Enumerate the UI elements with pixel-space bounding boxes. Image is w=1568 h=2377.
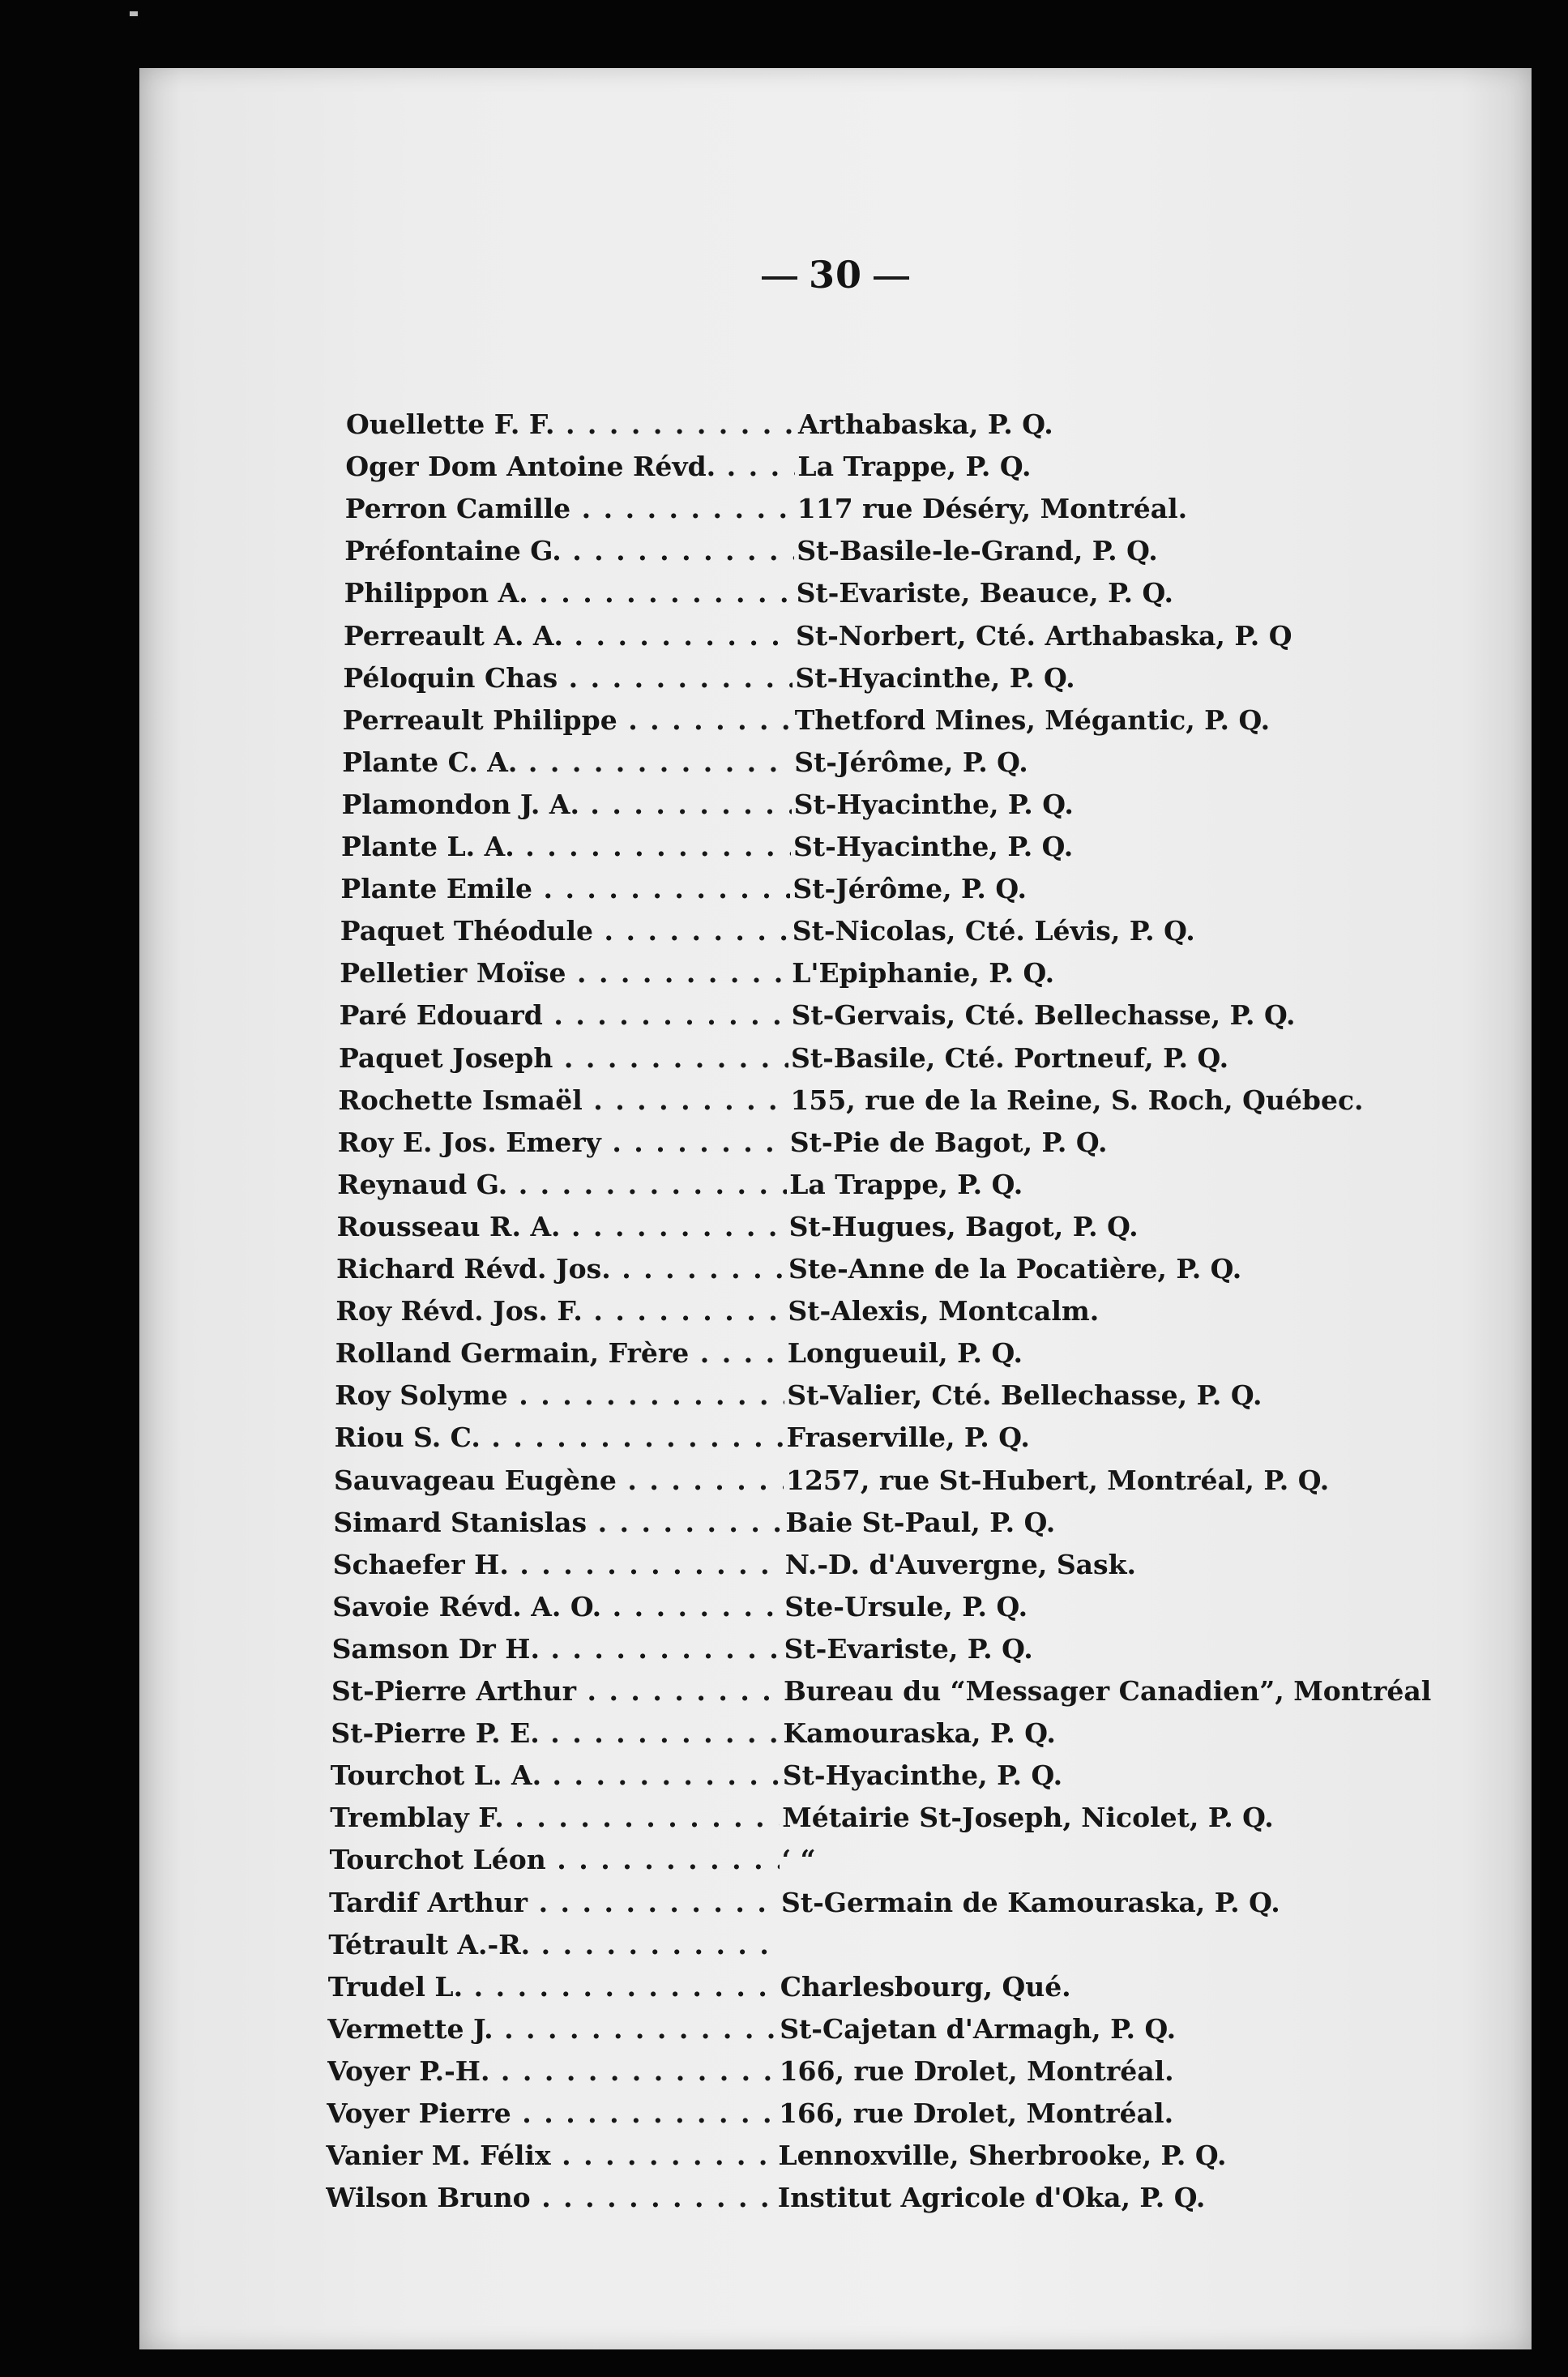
entry-place: St-Evariste, Beauce, P. Q.: [796, 577, 1174, 609]
entry-name: Riou S. C. . . .: [335, 1417, 784, 1458]
entry-name: Tourchot Léon . . .: [330, 1840, 780, 1880]
directory-entry: [343, 700, 1568, 741]
entry-name: Roy Solyme . . .: [335, 1375, 784, 1416]
directory-entry: [340, 869, 1568, 909]
entry-name: Paré Edouard . . .: [340, 995, 789, 1036]
entry-name: Richard Révd. Jos. . . .: [336, 1249, 786, 1289]
entry-place: 155, rue de la Reine, S. Roch, Québec.: [790, 1084, 1364, 1116]
directory-entry: [346, 404, 1568, 445]
directory-entry: [327, 2051, 1568, 2092]
entry-name: Paquet Théodule . . .: [340, 911, 790, 951]
entry-name: Voyer Pierre . . .: [327, 2093, 776, 2134]
entry-name: Tétrault A.-R. . . .: [328, 1925, 778, 1965]
entry-place: Longueuil, P. Q.: [787, 1337, 1023, 1370]
directory-entry: [331, 1713, 1568, 1754]
entry-name: Roy E. Jos. Emery . . .: [338, 1122, 788, 1163]
entry-name: Plante L. A. . . .: [341, 827, 791, 867]
directory-entry: [331, 1755, 1568, 1796]
entry-place: 166, rue Drolet, Montréal.: [779, 2054, 1174, 2087]
entry-name: Reynaud G. . . .: [337, 1165, 787, 1205]
entry-name: Plante C. A. . . .: [342, 742, 792, 783]
directory-entry: [333, 1545, 1568, 1585]
entry-place: St-Basile-le-Grand, P. Q.: [797, 535, 1158, 567]
directory-entry: [342, 784, 1568, 825]
directory-entry: [339, 1038, 1568, 1079]
directory-entry: [333, 1503, 1568, 1543]
directory-entry: [331, 1671, 1568, 1712]
directory-entry: [335, 1333, 1568, 1374]
entry-name: Paquet Joseph . . .: [339, 1038, 788, 1079]
entry-place: St-Gervais, Cté. Bellechasse, P. Q.: [791, 999, 1296, 1032]
entry-place: Ste-Ursule, P. Q.: [784, 1590, 1028, 1622]
directory-entry: [337, 1165, 1568, 1205]
directory-entry: [340, 953, 1568, 994]
entry-name: Plamondon J. A. . . .: [342, 784, 792, 825]
entry-name: Rolland Germain, Frère . . .: [335, 1333, 785, 1374]
entry-name: Samson Dr H. . . .: [332, 1629, 782, 1669]
directory-entry: [326, 2178, 1568, 2218]
entry-place: Arthabaska, P. Q.: [798, 408, 1053, 440]
entry-name: St-Pierre Arthur . . .: [331, 1671, 781, 1712]
entry-place: Bureau du “Messager Canadien”, Montréal: [784, 1675, 1432, 1707]
entry-name: Voyer P.-H. . . .: [327, 2051, 777, 2092]
entry-place: N.-D. d'Auvergne, Sask.: [784, 1548, 1136, 1580]
entry-place: La Trappe, P. Q.: [797, 451, 1032, 483]
page-number-text: 30: [808, 253, 862, 297]
directory-entry: [340, 995, 1568, 1036]
entry-name: Rousseau R. A. . . .: [337, 1207, 787, 1247]
entry-place: Fraserville, P. Q.: [786, 1421, 1030, 1454]
directory-entry: [335, 1375, 1568, 1416]
entry-name: Tourchot L. A. . . .: [331, 1755, 780, 1796]
entry-name: Vermette J. . . .: [327, 2009, 777, 2050]
directory-entry: [345, 489, 1568, 529]
entry-place: Charlesbourg, Qué.: [780, 1970, 1071, 2003]
directory-entry: [345, 447, 1568, 487]
directory-entry: [329, 1883, 1568, 1923]
entry-place: Ste-Anne de la Pocatière, P. Q.: [788, 1253, 1242, 1285]
entry-name: Péloquin Chas . . .: [343, 658, 793, 699]
directory-entry: [344, 616, 1568, 656]
entry-place: St-Hyacinthe, P. Q.: [782, 1759, 1063, 1792]
entry-name: Savoie Révd. A. O. . . .: [332, 1587, 782, 1627]
directory-entry: [343, 658, 1568, 699]
entry-name: Plante Emile . . .: [340, 869, 790, 909]
directory-entry: [335, 1291, 1568, 1332]
entry-place: St-Norbert, Cté. Arthabaska, P. Q: [796, 619, 1292, 652]
directory-entry: [332, 1629, 1568, 1669]
directory-entry: [341, 827, 1568, 867]
entry-name: Sauvageau Eugène . . .: [334, 1460, 784, 1501]
directory-entry: [338, 1122, 1568, 1163]
directory-entry: [344, 531, 1568, 571]
directory-entry: [336, 1249, 1568, 1289]
directory-entry: [327, 2093, 1568, 2134]
directory-entry: [342, 742, 1568, 783]
directory-entry: [334, 1460, 1568, 1501]
entry-name: Philippon A. . . .: [344, 573, 794, 613]
directory-entry: [335, 1417, 1568, 1458]
entry-place: Thetford Mines, Mégantic, P. Q.: [794, 703, 1271, 736]
directory-entry: [327, 2009, 1568, 2050]
entry-name: Tardif Arthur . . .: [329, 1883, 779, 1923]
entry-name: St-Pierre P. E. . . .: [331, 1713, 780, 1754]
entry-name: Simard Stanislas . . .: [333, 1503, 783, 1543]
entry-name: Perron Camille . . .: [345, 489, 795, 529]
entry-name: Perreault A. A. . . .: [344, 616, 793, 656]
entry-name: Roy Révd. Jos. F. . . .: [335, 1291, 785, 1332]
entry-place: St-Hyacinthe, P. Q.: [793, 788, 1074, 820]
directory-entry: [330, 1798, 1568, 1838]
entry-place: ‘ “: [781, 1844, 816, 1876]
entry-place: Institut Agricole d'Oka, P. Q.: [777, 2182, 1206, 2214]
entry-place: L'Epiphanie, P. Q.: [792, 957, 1055, 990]
entry-place: 117 rue Déséry, Montréal.: [797, 493, 1188, 525]
film-speck: [130, 11, 138, 16]
entry-name: Rochette Ismaël . . .: [338, 1080, 788, 1121]
entry-name: Wilson Bruno . . .: [326, 2178, 775, 2218]
entry-place: St-Jérôme, P. Q.: [794, 746, 1028, 778]
entry-place: St-Valier, Cté. Bellechasse, P. Q.: [787, 1379, 1263, 1412]
entry-place: St-Evariste, P. Q.: [784, 1632, 1033, 1665]
directory-entry: [328, 1925, 1568, 1965]
entry-place: St-Alexis, Montcalm.: [788, 1295, 1100, 1327]
directory-list: [139, 68, 1532, 2349]
directory-entry: [338, 1080, 1568, 1121]
entry-place: La Trappe, P. Q.: [789, 1168, 1023, 1200]
entry-name: Préfontaine G. . . .: [344, 531, 794, 571]
entry-name: Pelletier Moïse . . .: [340, 953, 789, 994]
entry-place: 166, rue Drolet, Montréal.: [779, 2097, 1174, 2129]
entry-place: Métairie St-Joseph, Nicolet, P. Q.: [782, 1802, 1274, 1834]
directory-entry: [328, 1967, 1568, 2007]
entry-name: Tremblay F. . . .: [330, 1798, 780, 1838]
entry-place: St-Pie de Bagot, P. Q.: [789, 1126, 1108, 1158]
entry-place: St-Hyacinthe, P. Q.: [793, 831, 1074, 862]
entry-name: Perreault Philippe . . .: [343, 700, 793, 741]
entry-name: Ouellette F. F. . . .: [346, 404, 796, 445]
entry-name: Vanier M. Félix . . .: [326, 2135, 775, 2176]
directory-entry: [344, 573, 1568, 613]
entry-name: Oger Dom Antoine Révd. . . .: [345, 447, 795, 487]
entry-place: St-Cajetan d'Armagh, P. Q.: [780, 2012, 1177, 2045]
directory-entry: [340, 911, 1568, 951]
directory-entry: [330, 1840, 1568, 1880]
directory-entry: [326, 2135, 1568, 2176]
directory-entry: [337, 1207, 1568, 1247]
directory-entry: [332, 1587, 1568, 1627]
scanned-page: [139, 68, 1532, 2349]
entry-place: St-Hugues, Bagot, P. Q.: [788, 1210, 1139, 1242]
entry-name: Schaefer H. . . .: [333, 1545, 783, 1585]
entry-place: Lennoxville, Sherbrooke, P. Q.: [778, 2140, 1227, 2172]
entry-place: St-Basile, Cté. Portneuf, P. Q.: [791, 1041, 1229, 1074]
entry-place: St-Jérôme, P. Q.: [793, 873, 1027, 905]
entry-place: St-Germain de Kamouraska, P. Q.: [781, 1886, 1280, 1918]
entry-place: Baie St-Paul, P. Q.: [785, 1506, 1056, 1538]
entry-place: 1257, rue St-Hubert, Montréal, P. Q.: [786, 1464, 1330, 1496]
entry-place: Kamouraska, P. Q.: [783, 1717, 1056, 1750]
entry-name: Trudel L. . . .: [328, 1967, 778, 2007]
entry-place: St-Hyacinthe, P. Q.: [795, 661, 1075, 694]
entry-place: St-Nicolas, Cté. Lévis, P. Q.: [792, 915, 1195, 947]
